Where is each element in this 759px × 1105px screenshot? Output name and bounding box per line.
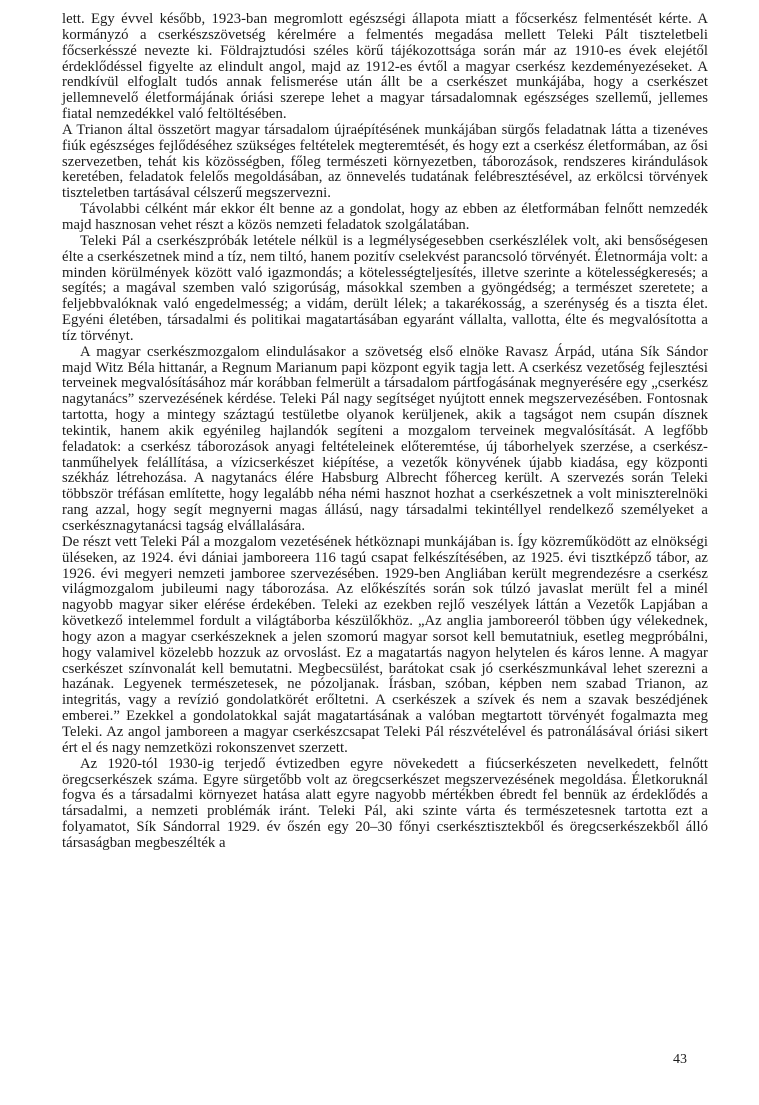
paragraph: De részt vett Teleki Pál a mozgalom vezetésének hétköznapi munkájában is. Így közreműködött az elnökségi üléseken, az 1924. évi dániai jamboreera 116 tagú csapat felkészítésében, az 1925. évi tisztképző tábor, az 1926. évi megyeri nemzeti jamboree szervezésében. 1929-ben Angliában került megrendezésre a cserkész világmozgalom jubileumi nagy táborozása. Az előkészítés során sok túlzó javaslat merült fel a minél nagyobb magyar siker elérése érdekében. Teleki az ezekben rejlő veszélyek láttán a Vezetők Lapjában a következő intelemmel fordult a világtáborba készülőkhöz. „Az anglia jamboreeról többen úgy vélekednek, hogy azon a magyar cserkészeknek a jelen szomorú magyar sorsot kell bemutatniuk, esetleg megpróbálni, hogy valamivel közelebb hozzuk az orvoslást. Ez a magatartás nagyon helytelen és káros lenne. A magyar cserkészet színvonalát kell bemutatni. Megbecsülést, barátokat csak jó cserkészmunkával lehet szerezni a hazának. Legyenek természetesek, ne pózoljanak. Írásban, szóban, képben nem szabad Trianon, az integritás, vagy a revízió gondolatkörét erőltetni. A cserkészek a szívek és nem a szavak beszédjének emberei.” Ezekkel a gondolatokkal saját magatartásának a valóban megtartott törvényét fogalmazta meg Teleki. Az angol jamboreen a magyar cserkészcsapat Teleki Pál részvételével és patronálásával óriási sikert ért el és nagy nemzetközi rokonszenvet szerzett. (62, 533, 708, 756)
page-number: 43 (673, 1052, 687, 1067)
paragraph: Távolabbi célként már ekkor élt benne az a gondolat, hogy az ebben az életformában felnőtt nemzedék majd hasznosan vehet részt a közös nemzeti feladatok szolgálatában. (62, 201, 708, 233)
paragraph: A magyar cserkészmozgalom elindulásakor a szövetség első elnöke Ravasz Árpád, utána Sík Sándor majd Witz Béla hittanár, a Regnum Marianum papi központ egyik tagja lett. A cserkész vezetőség fejlesztési terveinek megvalósításához már korábban felmerült a társadalom pártfogásának megnyerésére egy „cserkész nagytanács” szervezésének kérdése. Teleki Pál nagy segítséget nyújtott ennek megszervezésében. Fontosnak tartotta, hogy a mintegy száztagú testületbe olyanok kerüljenek, akik a tagságot nem csupán dísznek tekintik, hanem akik egyénileg hajlandók segíteni a mozgalom terveinek megvalósítását. A legfőbb feladatok: a cserkész táborozások anyagi feltételeinek előteremtése, új táborhelyek szerzése, a cserkész-tanműhelyek felállítása, a vízicserkészet kiépítése, a vezetők könyvének újabb kiadása, egy központi székház létrehozása. A nagytanács élére Habsburg Albrecht főherceg került. A szervezés során Teleki többször tréfásan említette, hogy legalább néha némi hasznot hozhat a cserkészetnek a volt miniszterelnöki rang azzal, hogy segít megnyerni magas állású, nagy társadalmi tekintéllyel rendelkező személyeket a cserkésznagytanácsi tagság elvállalására. (62, 343, 708, 534)
paragraph: Teleki Pál a cserkészpróbák letétele nélkül is a legmélységesebben cserkészlélek volt, aki bensőségesen élte a cserkészetnek mind a tíz, nem tiltó, hanem pozitív cselekvést parancsoló törvényét. Életnormája volt: a minden körülmények között való igazmondás; a kötelességteljesítés, illetve szerinte a kötelességkeresés; a segítés; a magával szemben való szigorúság, másokkal szemben a gyöngédség; a természet szeretete; a feljebbvalóknak való engedelmesség; a vidám, derült lélek; a takarékosság, a szerénység és a tiszta élet. Egyéni életében, társadalmi és politikai magatartásában egyaránt vállalta, vallotta, élte és megvalósította a tíz törvényt. (62, 232, 708, 344)
paragraph: Az 1920-tól 1930-ig terjedő évtizedben egyre növekedett a fiúcserkészeten nevelkedett, felnőtt öregcserkészek száma. Egyre sürgetőbb volt az öregcserkészet megszervezésének megoldása. Életkoruknál fogva és a társadalmi környezet hatása alatt egyre nagyobb mértékben ébredt fel bennük az érdeklődés a társadalmi, a nemzeti problémák iránt. Teleki Pál, aki szinte várta és természetesnek tartotta ezt a folyamatot, Sík Sándorral 1929. év őszén egy 20–30 főnyi cserkésztisztekből és öregcserkészekből álló társaságban megbeszélték a (62, 755, 708, 851)
paragraph: lett. Egy évvel később, 1923-ban megromlott egészségi állapota miatt a főcserkész felmentését kérte. A kormányzó a cserkészszövetség kérelmére a felmentés megadása mellett Teleki Pált tiszteletbeli főcserkésszé nevezte ki. Földrajztudósi széles körű tájékozottsága során már az 1910-es évek elejétől érdeklődéssel figyelte az elindult angol, majd az 1912-es évtől a magyar cserkész kezdeményezéseket. A rendkívül elfoglalt tudós annak felismerése után állt be a cserkészet munkájába, hogy a cserkészet jellemnevelő életformájának óriási szerepe lehet a magyar társadalomnak egészséges szellemű, jellemes fiatal nemzedékkel való feltöltésében. (62, 11, 708, 123)
body-text (62, 12, 708, 852)
paragraph: A Trianon által összetört magyar társadalom újraépítésének munkájában sürgős feladatnak látta a tizenéves fiúk egészséges fejlődéséhez szükséges feltételek megteremtését, és hogy ezt a cserkész életformában, az ősi szervezetben, tehát kis közösségben, főleg természeti környezetben, táborozások, rendszeres kirándulások keretében, feladatok felelős megoldásában, az önnevelés tudatának felébresztésével, az erkölcsi törvények tiszteletben tartásával célszerű megszervezni. (62, 121, 708, 202)
